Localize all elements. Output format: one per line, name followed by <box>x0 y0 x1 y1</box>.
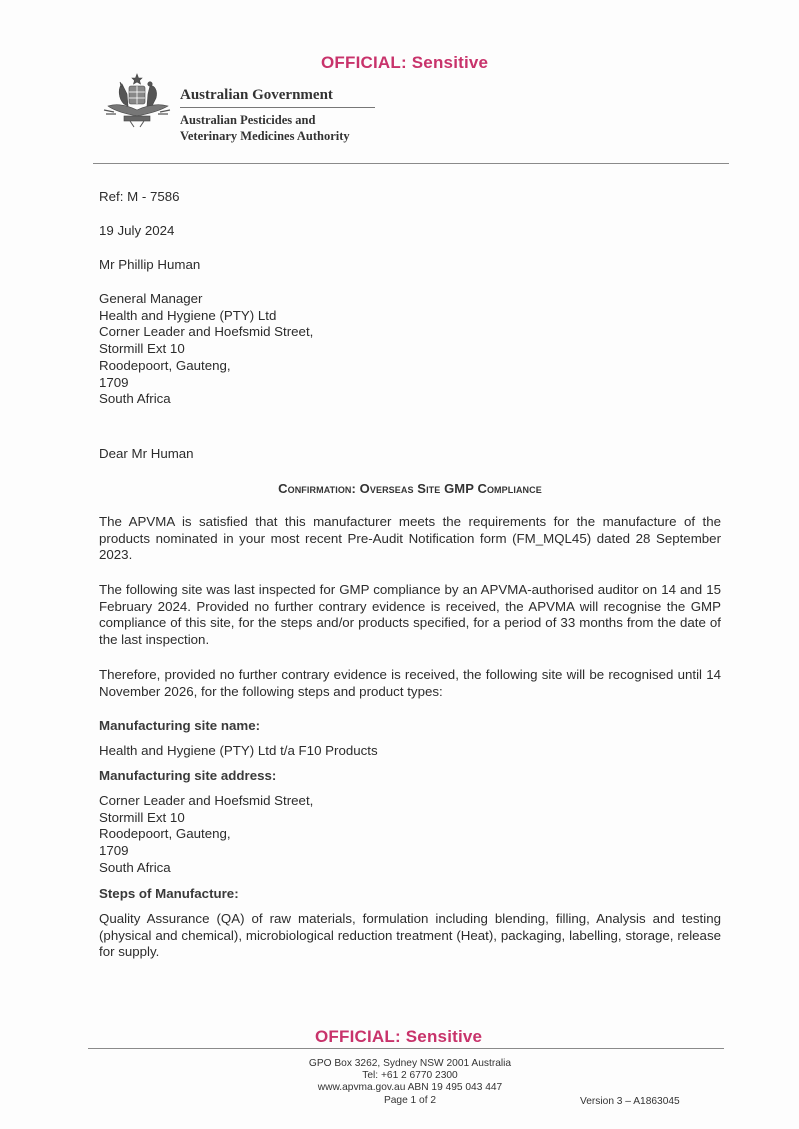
site-address <box>99 793 313 877</box>
address-line: 1709 <box>99 374 129 390</box>
address-line: Stormill Ext 10 <box>99 341 185 357</box>
recipient-name: Mr Phillip Human <box>99 257 201 272</box>
site-name-label: Manufacturing site name: <box>99 718 261 733</box>
agency-name <box>180 112 350 144</box>
footer-web-abn: www.apvma.gov.au ABN 19 495 043 447 <box>317 1082 503 1094</box>
classification-marking-bottom: OFFICIAL: Sensitive <box>315 1027 483 1046</box>
recipient-address <box>99 291 313 408</box>
document-version: Version 3 – A1863045 <box>580 1096 680 1107</box>
steps-of-manufacture: Quality Assurance (QA) of raw materials, formulation including blending, filling, Analysis and testing (physical and chemical), microbiological reduction treatment (Heat), packaging, labelling, storage, release for supply. <box>99 911 721 960</box>
salutation: Dear Mr Human <box>99 446 194 461</box>
body-paragraph-3: Therefore, provided no further contrary evidence is received, the following site will be recognised until 14 November 2026, for the following steps and product types: <box>99 667 721 699</box>
header-divider <box>93 163 729 164</box>
site-name: Health and Hygiene (PTY) Ltd t/a F10 Products <box>99 743 378 758</box>
footer-address: GPO Box 3262, Sydney NSW 2001 Australia <box>308 1058 512 1069</box>
address-line: South Africa <box>99 859 171 875</box>
agency-name-line1: Australian Pesticides and <box>180 113 316 127</box>
footer-divider <box>88 1048 724 1049</box>
address-line: Health and Hygiene (PTY) Ltd <box>99 307 277 323</box>
address-line: South Africa <box>99 391 171 407</box>
address-line: Corner Leader and Hoefsmid Street, <box>99 324 314 340</box>
site-address-label: Manufacturing site address: <box>99 768 277 783</box>
address-line: Corner Leader and Hoefsmid Street, <box>99 793 314 808</box>
footer-phone: Tel: +61 2 6770 2300 <box>362 1070 458 1082</box>
body-paragraph-1: The APVMA is satisfied that this manufacturer meets the requirements for the manufacture of the products nominated in your most recent Pre-Audit Notification form (FM_MQL45) dated 28 September 2023. <box>99 514 721 563</box>
subject-heading: Confirmation: Overseas Site GMP Compliance <box>278 481 542 496</box>
address-line: General Manager <box>99 291 203 306</box>
letterhead-divider <box>180 107 375 108</box>
address-line: Roodepoort, Gauteng, <box>99 357 231 373</box>
address-line: Stormill Ext 10 <box>99 809 185 825</box>
reference-number: Ref: M - 7586 <box>99 189 180 204</box>
address-line: 1709 <box>99 843 129 859</box>
footer-contact <box>250 1058 570 1107</box>
classification-marking-top: OFFICIAL: Sensitive <box>321 53 489 72</box>
address-line: Roodepoort, Gauteng, <box>99 826 231 842</box>
agency-name-line2: Veterinary Medicines Authority <box>180 129 350 143</box>
page-number: Page 1 of 2 <box>383 1094 437 1106</box>
government-name: Australian Government <box>180 87 333 103</box>
letter-date: 19 July 2024 <box>99 223 175 238</box>
coat-of-arms-icon <box>100 72 174 130</box>
body-paragraph-2: The following site was last inspected for GMP compliance by an APVMA-authorised auditor on 14 and 15 February 2024. Provided no further contrary evidence is received, the APVMA will recognise the GMP compliance of this site, for the steps and/or products specified, for a period of 33 months from the date of the last inspection. <box>99 582 721 648</box>
steps-label: Steps of Manufacture: <box>99 886 239 901</box>
